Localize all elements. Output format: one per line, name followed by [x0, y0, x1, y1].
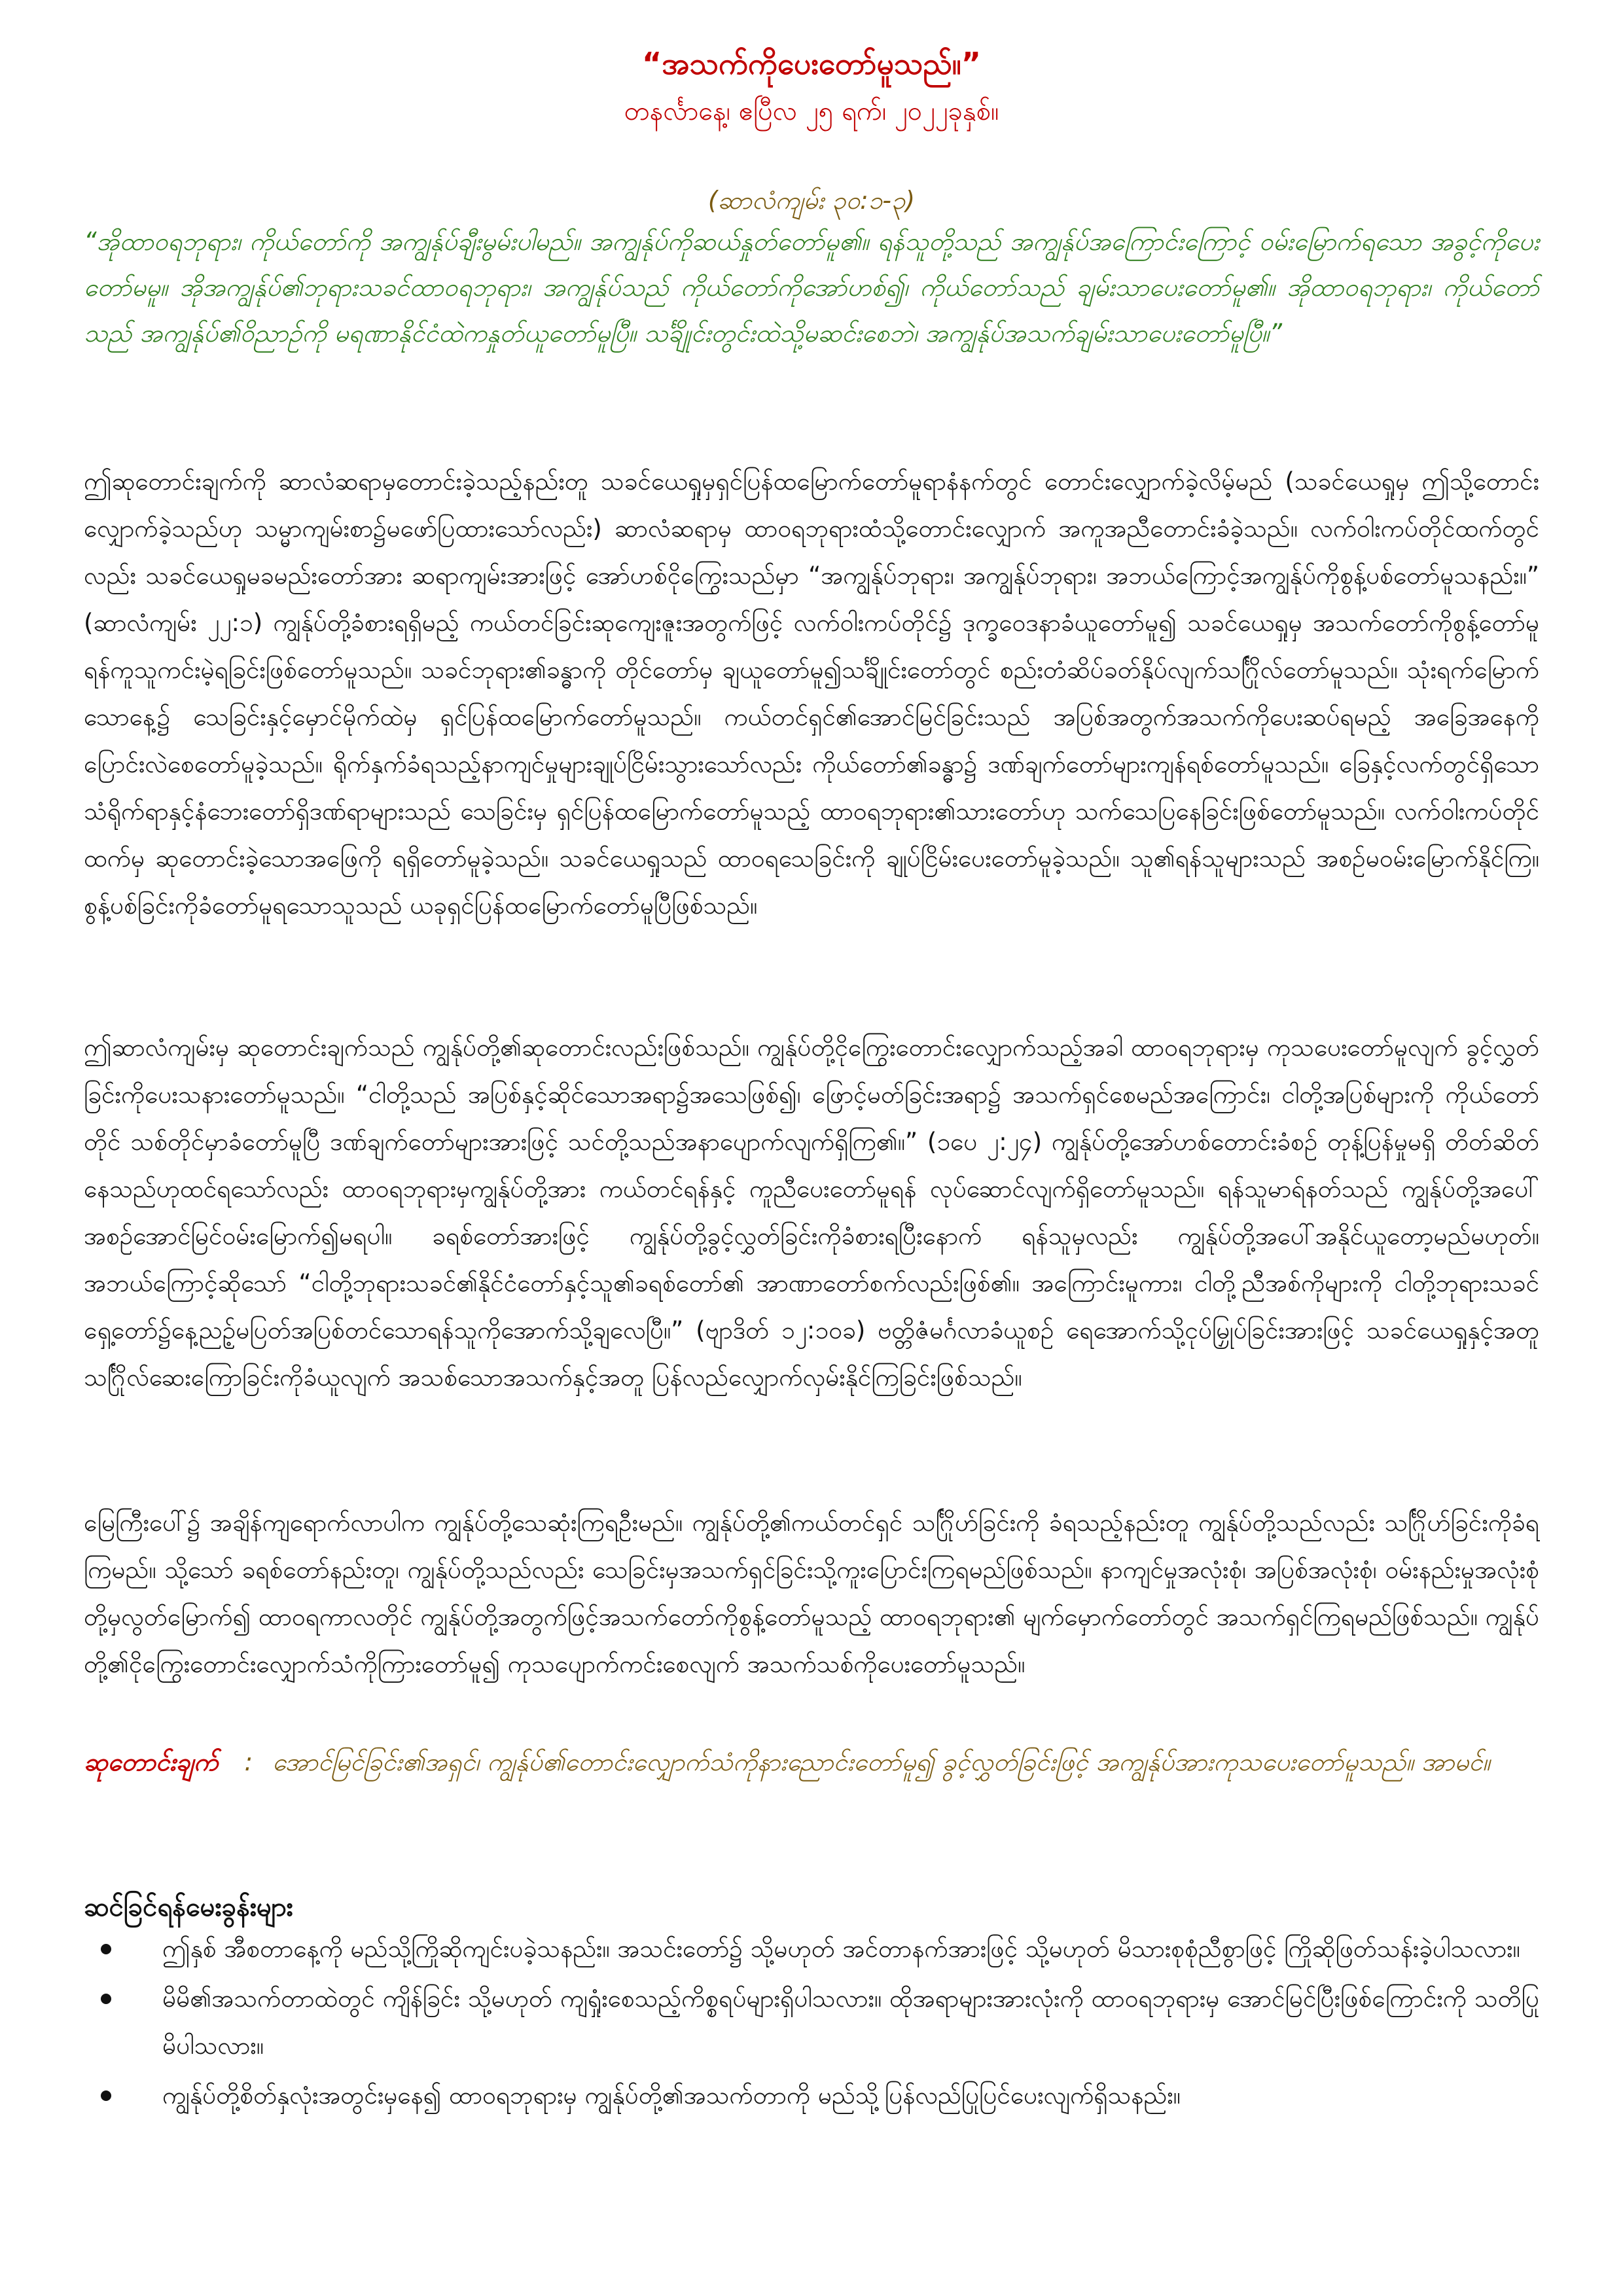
body-paragraph-1: ဤဆုတောင်းချက်ကို ဆာလံဆရာမှတောင်းခဲ့သည့်နည်းတူ သခင်ယေရှုမှရှင်ပြန်ထမြောက်တော်မူရာနံနက်တွင် တောင်းလျှောက်ခဲ့လိမ့်မည် (သခင်ယေရှုမှ ဤသို့တောင်းလျှောက်ခဲ့သည်ဟု သမ္မာကျမ်းစာ၌မဖော်ပြထားသော်လည်း) ဆာလံဆရာမှ ထာဝရဘုရားထံသို့တောင်းလျှောက် အကူအညီတောင်းခံခဲ့သည်။ လက်ဝါးကပ်တိုင်ထက်တွင်လည်း သခင်ယေရှုမခမည်းတော်အား ဆရာကျမ်းအားဖြင့် အော်ဟစ်ငိုကြွေးသည်မှာ “အကျွန်ုပ်ဘုရား၊ အကျွန်ုပ်ဘုရား၊ အဘယ်ကြောင့်အကျွန်ုပ်ကိုစွန့်ပစ်တော်မူသနည်း။” (ဆာလံကျမ်း ၂၂:၁) ကျွန်ုပ်တို့ခံစားရရှိမည့် ကယ်တင်ခြင်းဆုကျေးဇူးအတွက်ဖြင့် လက်ဝါးကပ်တိုင်၌ ဒုက္ခဝေဒနာခံယူတော်မူ၍ သခင်ယေရှုမှ အသက်တော်ကိုစွန့်တော်မူရန်ကူသူကင်းမဲ့ရခြင်းဖြစ်တော်မူသည်။ သခင်ဘုရား၏ခန္ဓာကို တိုင်တော်မှ ချယူတော်မူ၍သင်္ချိုင်းတော်တွင် စည်းတံဆိပ်ခတ်နိုပ်လျက်သင်္ဂြိုလ်တော်မူသည်။ သုံးရက်မြောက်သောနေ့၌ သေခြင်းနှင့်မှောင်မိုက်ထဲမှ ရှင်ပြန်ထမြောက်တော်မူသည်။ ကယ်တင်ရှင်၏အောင်မြင်ခြင်းသည် အပြစ်အတွက်အသက်ကိုပေးဆပ်ရမည့် အခြေအနေကိုပြောင်းလဲစေတော်မူခဲ့သည်။ ရိုက်နှက်ခံရသည့်နာကျင်မှုများချုပ်ငြိမ်းသွားသော်လည်း ကိုယ်တော်၏ခန္ဓာ၌ ဒဏ်ချက်တော်များကျန်ရစ်တော်မူသည်။ ခြေနှင့်လက်တွင်ရှိသော သံရိုက်ရာနှင့်နံဘေးတော်ရှိဒဏ်ရာများသည် သေခြင်းမှ ရှင်ပြန်ထမြောက်တော်မူသည့် ထာဝရဘုရား၏သားတော်ဟု သက်သေပြနေခြင်းဖြစ်တော်မူသည်။ လက်ဝါးကပ်တိုင်ထက်မှ ဆုတောင်းခဲ့သောအဖြေကို ရရှိတော်မူခဲ့သည်။ သခင်ယေရှုသည် ထာဝရသေခြင်းကို ချုပ်ငြိမ်းပေးတော်မူခဲ့သည်။ သူ၏ရန်သူများသည် အစဉ်မဝမ်းမြောက်နိုင်ကြ။ စွန့်ပစ်ခြင်းကိုခံတော်မူရသောသူသည် ယခုရှင်ပြန်ထမြောက်တော်မူပြီဖြစ်သည်။ — [84, 467, 1539, 920]
question-text: မိမိ၏အသက်တာထဲတွင် ကျိန်ခြင်း သို့မဟုတ် ကျရှုံးစေသည့်ကိစ္စရပ်များရှိပါသလား။ ထိုအရာများအားလုံးကို ထာဝရဘုရားမှ အောင်မြင်ပြီးဖြစ်ကြောင်းကို သတိပြုမိပါသလား။ — [162, 1984, 1539, 2060]
verse-reference: (ဆာလံကျမ်း ၃၀:၁-၃) — [707, 186, 916, 215]
questions-heading: ဆင်ခြင်ရန်မေးခွန်းများ — [84, 1892, 293, 1922]
prayer-summary — [84, 1738, 1539, 1785]
question-item — [84, 1975, 1539, 2070]
page-title: “အသက်ကိုပေးတော်မူသည်။” — [642, 46, 981, 81]
question-text: ဤနှစ် အီစတာနေ့ကို မည်သို့ကြိုဆိုကျင်းပခဲ့သနည်း။ အသင်းတော်၌ သို့မဟုတ် အင်တာနက်အားဖြင့် သို့မဟုတ် မိသားစုစုံညီစွာဖြင့် ကြိုဆိုဖြတ်သန်းခဲ့ပါသလား။ — [162, 1935, 1520, 1963]
questions-list — [84, 1926, 1539, 2122]
bullet-icon — [101, 1994, 111, 2004]
prayer-text: အောင်မြင်ခြင်း၏အရှင်၊ ကျွန်ုပ်၏တောင်းလျှောက်သံကိုနားညောင်းတော်မူ၍ ခွင့်လွှတ်ခြင်းဖြင့် အကျွန်ုပ်အားကုသပေးတော်မူသည်။ အာမင်။ — [272, 1748, 1490, 1776]
page-date: တနင်္လာနေ့၊ ဧပြီလ ၂၅ ရက်၊ ၂၀၂၂ခုနှစ်။ — [624, 96, 999, 126]
question-item — [84, 1926, 1539, 1973]
prayer-colon: : — [244, 1748, 253, 1776]
scripture-verse: “အိုထာဝရဘုရား၊ ကိုယ်တော်ကို အကျွန်ုပ်ချီးမွမ်းပါမည်။ အကျွန်ုပ်ကိုဆယ်နှုတ်တော်မူ၏။ ရန်သူတို့သည် အကျွန်ုပ်အကြောင်းကြောင့် ဝမ်းမြောက်ရသော အခွင့်ကိုပေးတော်မမူ။ အိုအကျွန်ုပ်၏ဘုရားသခင်ထာဝရဘုရား၊ အကျွန်ုပ်သည် ကိုယ်တော်ကိုအော်ဟစ်၍၊ ကိုယ်တော်သည် ချမ်းသာပေးတော်မူ၏။ အိုထာဝရဘုရား၊ ကိုယ်တော်သည် အကျွန်ုပ်၏ဝိညာဉ်ကို မရဏာနိုင်ငံထဲကနှုတ်ယူတော်မူပြီ။ သင်္ချိုင်းတွင်းထဲသို့မဆင်းစေဘဲ၊ အကျွန်ုပ်အသက်ချမ်းသာပေးတော်မူပြီ။” — [84, 227, 1539, 348]
body-paragraph-2: ဤဆာလံကျမ်းမှ ဆုတောင်းချက်သည် ကျွန်ုပ်တို့၏ဆုတောင်းလည်းဖြစ်သည်။ ကျွန်ုပ်တို့ငိုကြွေးတောင်းလျှောက်သည့်အခါ ထာဝရဘုရားမှ ကုသပေးတော်မူလျက် ခွင့်လွှတ်ခြင်းကိုပေးသနားတော်မူသည်။ “ငါတို့သည် အပြစ်နှင့်ဆိုင်သောအရာ၌အသေဖြစ်၍၊ ဖြောင့်မတ်ခြင်းအရာ၌ အသက်ရှင်စေမည်အကြောင်း၊ ငါတို့အပြစ်များကို ကိုယ်တော်တိုင် သစ်တိုင်မှာခံတော်မူပြီ ဒဏ်ချက်တော်များအားဖြင့် သင်တို့သည်အနာပျောက်လျက်ရှိကြ၏။” (၁ပေ ၂:၂၄) ကျွန်ုပ်တို့အော်ဟစ်တောင်းခံစဉ် တုန့်ပြန်မှုမရှိ တိတ်ဆိတ်နေသည်ဟုထင်ရသော်လည်း ထာဝရဘုရားမှကျွန်ုပ်တို့အား ကယ်တင်ရန်နှင့် ကူညီပေးတော်မူရန် လုပ်ဆောင်လျက်ရှိတော်မူသည်။ ရန်သူမာရ်နတ်သည် ကျွန်ုပ်တို့အပေါ် အစဉ်အောင်မြင်ဝမ်းမြောက်၍မရပါ။ ခရစ်တော်အားဖြင့် ကျွန်ုပ်တို့ခွင့်လွှတ်ခြင်းကိုခံစားရပြီးနောက် ရန်သူမှလည်း ကျွန်ုပ်တို့အပေါ်အနိုင်ယူတော့မည်မဟုတ်။ အဘယ်ကြောင့်ဆိုသော် “ငါတို့ဘုရားသခင်၏နိုင်ငံတော်နှင့်သူ၏ခရစ်တော်၏ အာဏာတော်စက်လည်းဖြစ်၏။ အကြောင်းမူကား၊ ငါတို့ညီအစ်ကိုများကို ငါတို့ဘုရားသခင်ရှေ့တော်၌နေ့ညဉ့်မပြတ်အပြစ်တင်သောရန်သူကိုအောက်သို့ချလေပြီ။” (ဗျာဒိတ် ၁၂:၁၀ခ) ဗတ္တိဇံမင်္ဂလာခံယူစဉ် ရေအောက်သို့ငုပ်မြှုပ်ခြင်းအားဖြင့် သခင်ယေရှုနှင့်အတူ သင်္ဂြိုလ်ဆေးကြောခြင်းကိုခံယူလျက် အသစ်သောအသက်နှင့်အတူ ပြန်လည်လျှောက်လှမ်းနိုင်ကြခြင်းဖြစ်သည်။ — [84, 1033, 1539, 1391]
bullet-icon — [101, 1944, 111, 1954]
prayer-label: ဆုတောင်းချက် — [84, 1748, 219, 1776]
question-item — [84, 2072, 1539, 2119]
bullet-icon — [101, 2090, 111, 2101]
body-paragraph-3: မြေကြီးပေါ်၌ အချိန်ကျရောက်လာပါက ကျွန်ုပ်တို့သေဆုံးကြရဦးမည်။ ကျွန်ုပ်တို့၏ကယ်တင်ရှင် သင်္ဂြိုဟ်ခြင်းကို ခံရသည့်နည်းတူ ကျွန်ုပ်တို့သည်လည်း သင်္ဂြိုဟ်ခြင်းကိုခံရကြမည်။ သို့သော် ခရစ်တော်နည်းတူ၊ ကျွန်ုပ်တို့သည်လည်း သေခြင်းမှအသက်ရှင်ခြင်းသို့ကူးပြောင်းကြရမည်ဖြစ်သည်။ နာကျင်မှုအလုံးစုံ၊ အပြစ်အလုံးစုံ၊ ဝမ်းနည်းမှုအလုံးစုံတို့မှလွတ်မြောက်၍ ထာဝရကာလတိုင် ကျွန်ုပ်တို့အတွက်ဖြင့်အသက်တော်ကိုစွန့်တော်မူသည့် ထာဝရဘုရား၏ မျက်မှောက်တော်တွင် အသက်ရှင်ကြရမည်ဖြစ်သည်။ ကျွန်ုပ်တို့၏ငိုကြွေးတောင်းလျှောက်သံကိုကြားတော်မူ၍ ကုသပျောက်ကင်းစေလျက် အသက်သစ်ကိုပေးတော်မူသည်။ — [84, 1509, 1539, 1678]
question-text: ကျွန်ုပ်တို့စိတ်နှလုံးအတွင်းမှနေ၍ ထာဝရဘုရားမှ ကျွန်ုပ်တို့၏အသက်တာကို မည်သို့ပြန်လည်ပြုပြင်ပေးလျက်ရှိသနည်း။ — [162, 2081, 1181, 2109]
